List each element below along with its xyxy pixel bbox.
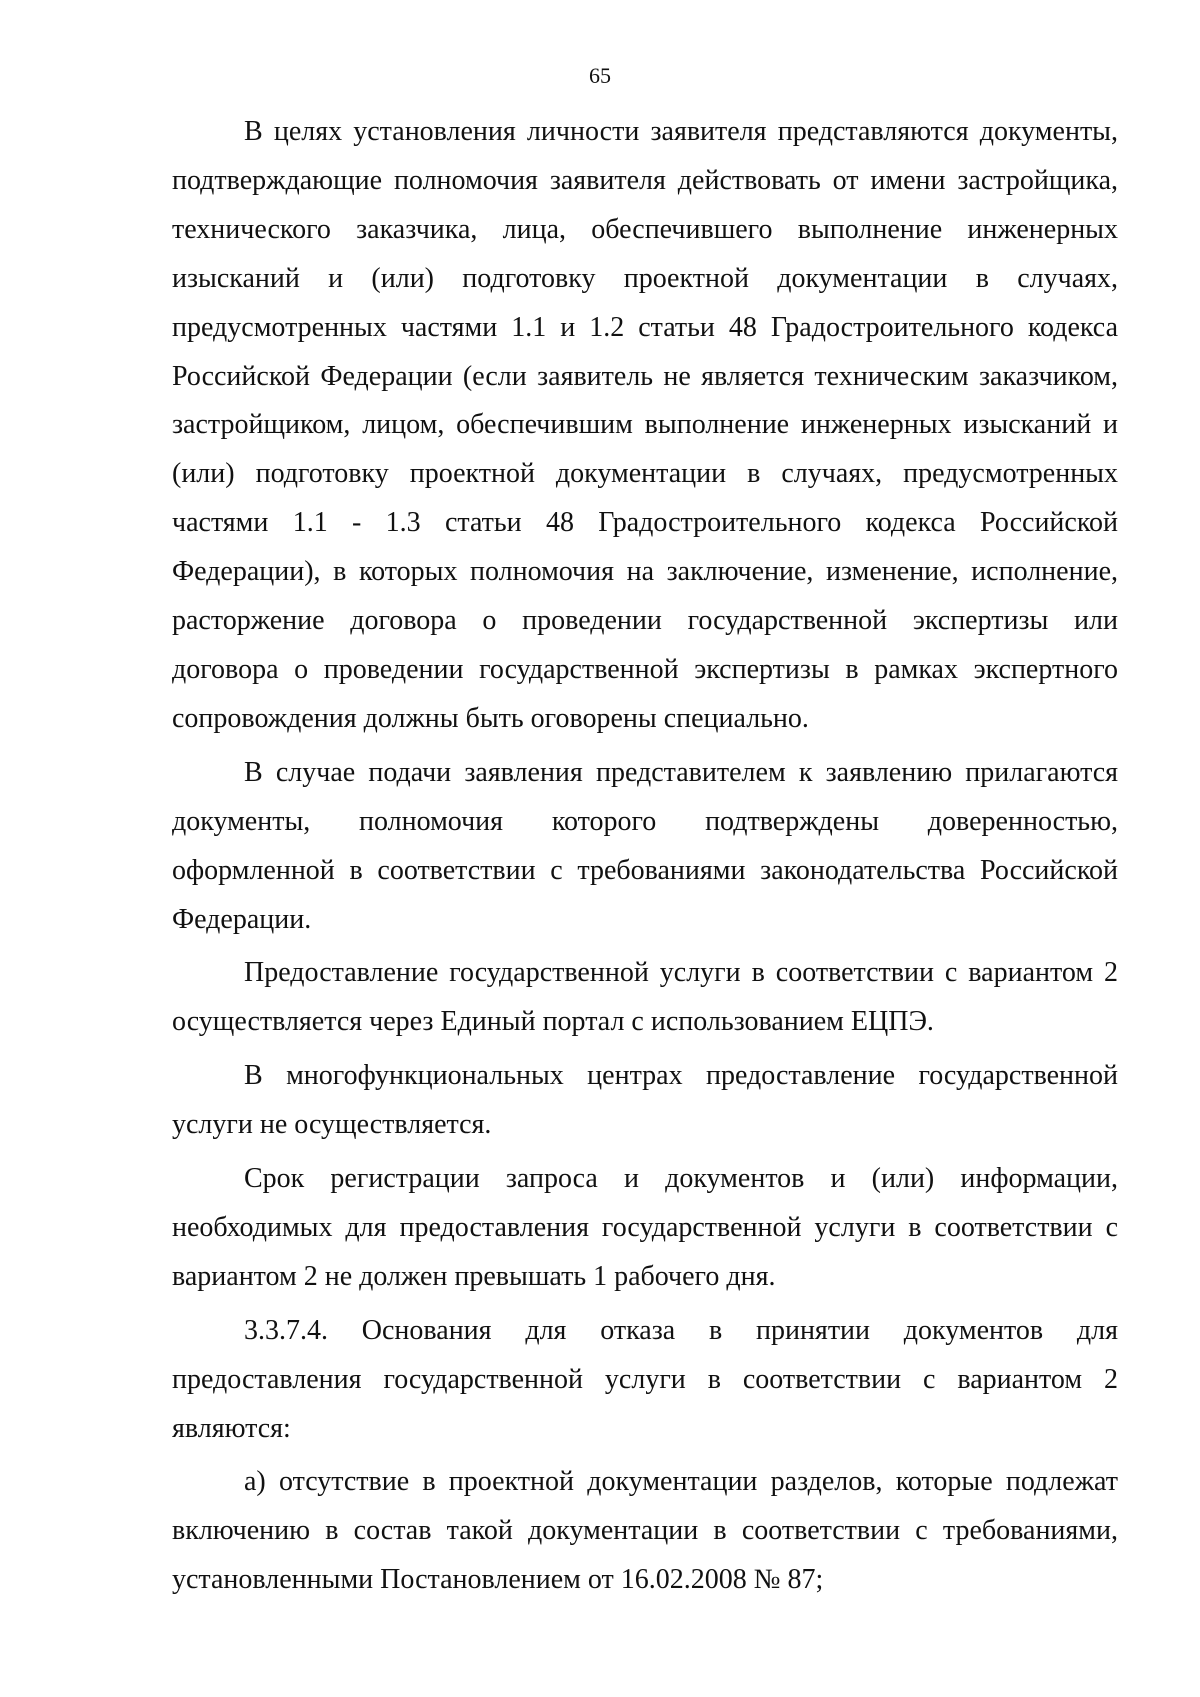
paragraph-identity-documents: В целях установления личности заявителя представляются документы, подтверждающие полномочия заявителя действовать от имени застройщика, технического заказчика, лица, обеспечившего выполнение инженерных изысканий и (или) подготовку проектной документации в случаях, предусмотренных частями 1.1 и 1.2 статьи 48 Градостроительного кодекса Российской Федерации (если заявитель не является техническим заказчиком, застройщиком, лицом, обеспечившим выполнение инженерных изысканий и (или) подготовку проектной документации в случаях, предусмотренных частями 1.1 - 1.3 статьи 48 Градостроительного кодекса Российской Федерации), в которых полномочия на заключение, изменение, исполнение, расторжение договора о проведении государственной экспертизы или договора о проведении государственной экспертизы в рамках экспертного сопровождения должны быть оговорены специально. <box>172 116 1118 734</box>
paragraph-item-a: а) отсутствие в проектной документации разделов, которые подлежат включению в состав такой документации в соответствии с требованиями, установленными Постановлением от 16.02.2008 № 87; <box>172 1466 1118 1596</box>
page-number: 65 <box>589 63 611 88</box>
paragraph-multifunctional-centers: В многофункциональных центрах предоставление государственной услуги не осуществляется. <box>172 1060 1118 1141</box>
paragraph-representative: В случае подачи заявления представителем к заявлению прилагаются документы, полномочия которого подтверждены доверенностью, оформленной в соответствии с требованиями законодательства Российской Федерации. <box>172 756 1118 935</box>
paragraph-refusal-grounds: 3.3.7.4. Основания для отказа в принятии документов для предоставления государственной услуги в соответствии с вариантом 2 являются: <box>172 1314 1118 1444</box>
document-body <box>172 108 1118 1610</box>
paragraph-unified-portal: Предоставление государственной услуги в соответствии с вариантом 2 осуществляется через Единый портал с использованием ЕЦПЭ. <box>172 957 1118 1038</box>
paragraph-registration-deadline: Срок регистрации запроса и документов и (или) информации, необходимых для предоставления государственной услуги в соответствии с вариантом 2 не должен превышать 1 рабочего дня. <box>172 1163 1118 1292</box>
